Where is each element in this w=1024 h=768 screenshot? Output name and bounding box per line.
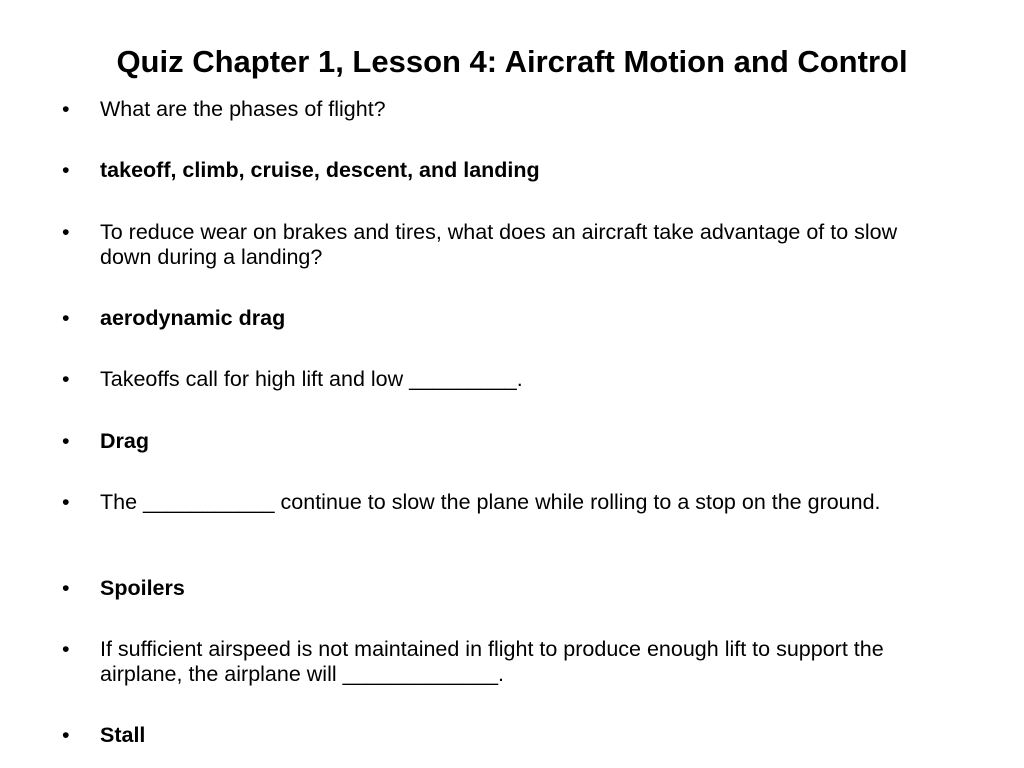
question-item [62, 490, 950, 515]
question-text: To reduce wear on brakes and tires, what does an aircraft take advantage of to slow down during a landing? [100, 220, 898, 269]
question-text: What are the phases of flight? [100, 97, 386, 121]
bullet-icon: • [62, 97, 70, 121]
bullet-icon: • [62, 429, 70, 453]
question-item [62, 220, 950, 270]
question-item [62, 637, 950, 687]
answer-text: Stall [100, 723, 146, 747]
bullet-icon: • [62, 576, 70, 600]
bullet-icon: • [62, 306, 70, 330]
question-item [62, 97, 950, 122]
bullet-icon: • [62, 158, 70, 182]
bullet-icon: • [62, 220, 70, 244]
bullet-icon: • [62, 637, 70, 661]
question-text: The ___________ continue to slow the plane while rolling to a stop on the ground. [100, 490, 881, 514]
question-text: If sufficient airspeed is not maintained in flight to produce enough lift to support the airplane, the airplane will _____________. [100, 637, 884, 686]
question-text: Takeoffs call for high lift and low _________. [100, 367, 523, 391]
answer-item [62, 723, 950, 748]
answer-text: Drag [100, 429, 149, 453]
answer-item [62, 158, 950, 183]
answer-item [62, 429, 950, 454]
answer-item [62, 306, 950, 331]
question-item [62, 367, 950, 392]
bullet-icon: • [62, 490, 70, 514]
bullet-icon: • [62, 367, 70, 391]
answer-text: Spoilers [100, 576, 185, 600]
answer-item [62, 576, 950, 601]
bullet-icon: • [62, 723, 70, 747]
slide-title: Quiz Chapter 1, Lesson 4: Aircraft Motion and Control [116, 44, 908, 79]
answer-text: takeoff, climb, cruise, descent, and landing [100, 158, 540, 182]
answer-text: aerodynamic drag [100, 306, 286, 330]
